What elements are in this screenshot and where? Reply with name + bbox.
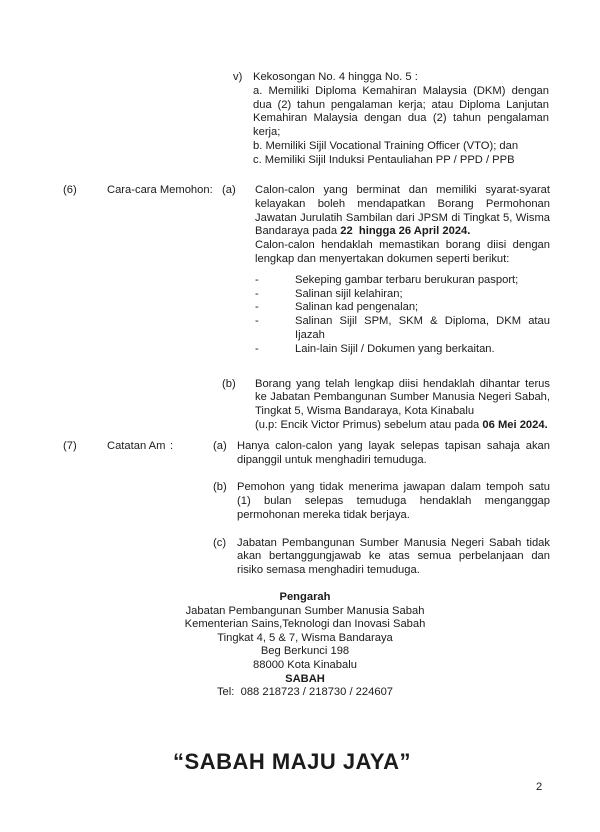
- bullet-dash: -: [255, 315, 259, 328]
- section-catatan-am: [63, 440, 550, 592]
- section-7-colon: :: [170, 440, 174, 452]
- list-item: [255, 288, 550, 302]
- item-a-paragraph-2: Calon-calon hendaklah memastikan borang diisi dengan lengkap dan menyertakan dokumen seperti berikut:: [255, 239, 550, 265]
- document-item-text: Salinan Sijil SPM, SKM & Diploma, DKM atau Ijazah: [295, 315, 550, 341]
- page-number: 2: [536, 781, 543, 793]
- item-b-paragraph-2-text: (u.p: Encik Victor Primus) sebelum atau pada: [255, 418, 483, 431]
- requirement-line-b: b. Memiliki Sijil Vocational Training Officer (VTO); dan: [253, 139, 519, 152]
- note-b-marker: (b): [213, 481, 227, 494]
- item-a-body: [255, 184, 550, 364]
- item-a-paragraph-1-text: Calon-calon yang berminat dan memiliki syarat-syarat kelayakan boleh mendapatkan Borang Permohonan Jawatan Jurulatih Sambilan dari JPSM di Tingkat 5, Wisma Bandaraya pada: [255, 184, 550, 238]
- bullet-dash: -: [255, 287, 259, 300]
- item-b-paragraph-2: [255, 419, 550, 433]
- bullet-dash: -: [255, 273, 259, 286]
- list-item: [255, 343, 550, 357]
- section-6-title: Cara-cara Memohon:: [107, 184, 213, 196]
- submission-deadline-date: 06 Mei 2024.: [482, 418, 548, 431]
- item-a-marker: (a): [222, 184, 236, 196]
- document-item-text: Sekeping gambar terbaru berukuran pasport;: [295, 273, 519, 286]
- department-name: Jabatan Pembangunan Sumber Manusia Sabah: [185, 604, 425, 617]
- address-line-state: SABAH: [285, 672, 325, 685]
- item-b-paragraph-1: Borang yang telah lengkap diisi hendaklah dihantar terus ke Jabatan Pembangunan Sumber Manusia Negeri Sabah, Tingkat 5, Wisma Bandaraya, Kota Kinabalu: [255, 377, 550, 418]
- application-item-a: [222, 184, 550, 364]
- item-b-marker: (b): [222, 377, 236, 390]
- item-b-body: [255, 378, 550, 433]
- telephone-line: Tel: 088 218723 / 218730 / 224607: [216, 686, 394, 699]
- note-a-text: Hanya calon-calon yang layak selepas tapisan sahaja akan dipanggil untuk menghadiri temuduga.: [237, 440, 550, 466]
- requirement-line-a: a. Memiliki Diploma Kemahiran Malaysia (DKM) dengan dua (2) tahun pengalaman kerja; atau Diploma Lanjutan Kemahiran Malaysia dengan dua (2) tahun pengalaman kerja;: [253, 84, 549, 139]
- note-c-text: Jabatan Pembangunan Sumber Manusia Negeri Sabah tidak akan bertanggungjawab ke atas semua perbelanjaan dan risiko semasa menghadiri temuduga.: [237, 536, 550, 577]
- application-item-b: [222, 378, 550, 433]
- bullet-dash: -: [255, 342, 259, 355]
- general-notes: [213, 440, 550, 592]
- note-item: [213, 440, 550, 468]
- note-b-text: Pemohon yang tidak menerima jawapan dalam tempoh satu (1) bulan selepas temuduga hendaklah menganggap permohonan mereka tidak berjaya.: [237, 481, 550, 521]
- note-item: [213, 481, 550, 522]
- section-6-items: [222, 184, 550, 433]
- document-item-text: Salinan sijil kelahiran;: [295, 287, 403, 300]
- list-item: [255, 301, 550, 315]
- signature-block: [105, 591, 505, 700]
- list-item: [255, 274, 550, 288]
- address-line-pobox: Beg Berkunci 198: [260, 645, 350, 658]
- state-motto: “SABAH MAJU JAYA”: [173, 749, 411, 774]
- document-item-text: Salinan kad pengenalan;: [295, 301, 419, 314]
- bullet-dash: -: [255, 301, 259, 314]
- ministry-name: Kementerian Sains,Teknologi dan Inovasi Sabah: [184, 618, 426, 631]
- note-item: [213, 537, 550, 578]
- document-item-text: Lain-lain Sijil / Dokumen yang berkaitan.: [295, 342, 495, 355]
- list-marker-v: v): [233, 71, 243, 83]
- required-documents-list: [255, 274, 550, 357]
- item-a-paragraph-1: [255, 184, 550, 239]
- note-c-marker: (c): [213, 536, 227, 549]
- address-line-floor: Tingkat 4, 5 & 7, Wisma Bandaraya: [217, 631, 393, 644]
- application-period-dates: 22 hingga 26 April 2024.: [340, 225, 471, 238]
- section-7-title: Catatan Am: [107, 440, 166, 452]
- section-cara-cara-memohon: [63, 184, 550, 433]
- section-6-number: (6): [63, 184, 77, 196]
- qualification-content: [253, 71, 549, 168]
- vacancy-range-heading: Kekosongan No. 4 hingga No. 5 :: [253, 71, 418, 83]
- requirement-line-c: c. Memiliki Sijil Induksi Pentauliahan PP / PPD / PPB: [253, 153, 515, 166]
- address-line-city: 88000 Kota Kinabalu: [253, 658, 357, 671]
- signatory-title: Pengarah: [279, 591, 331, 603]
- note-a-marker: (a): [213, 440, 227, 452]
- list-item: [255, 315, 550, 343]
- section-7-number: (7): [63, 440, 77, 452]
- qualification-item-v: [233, 71, 549, 168]
